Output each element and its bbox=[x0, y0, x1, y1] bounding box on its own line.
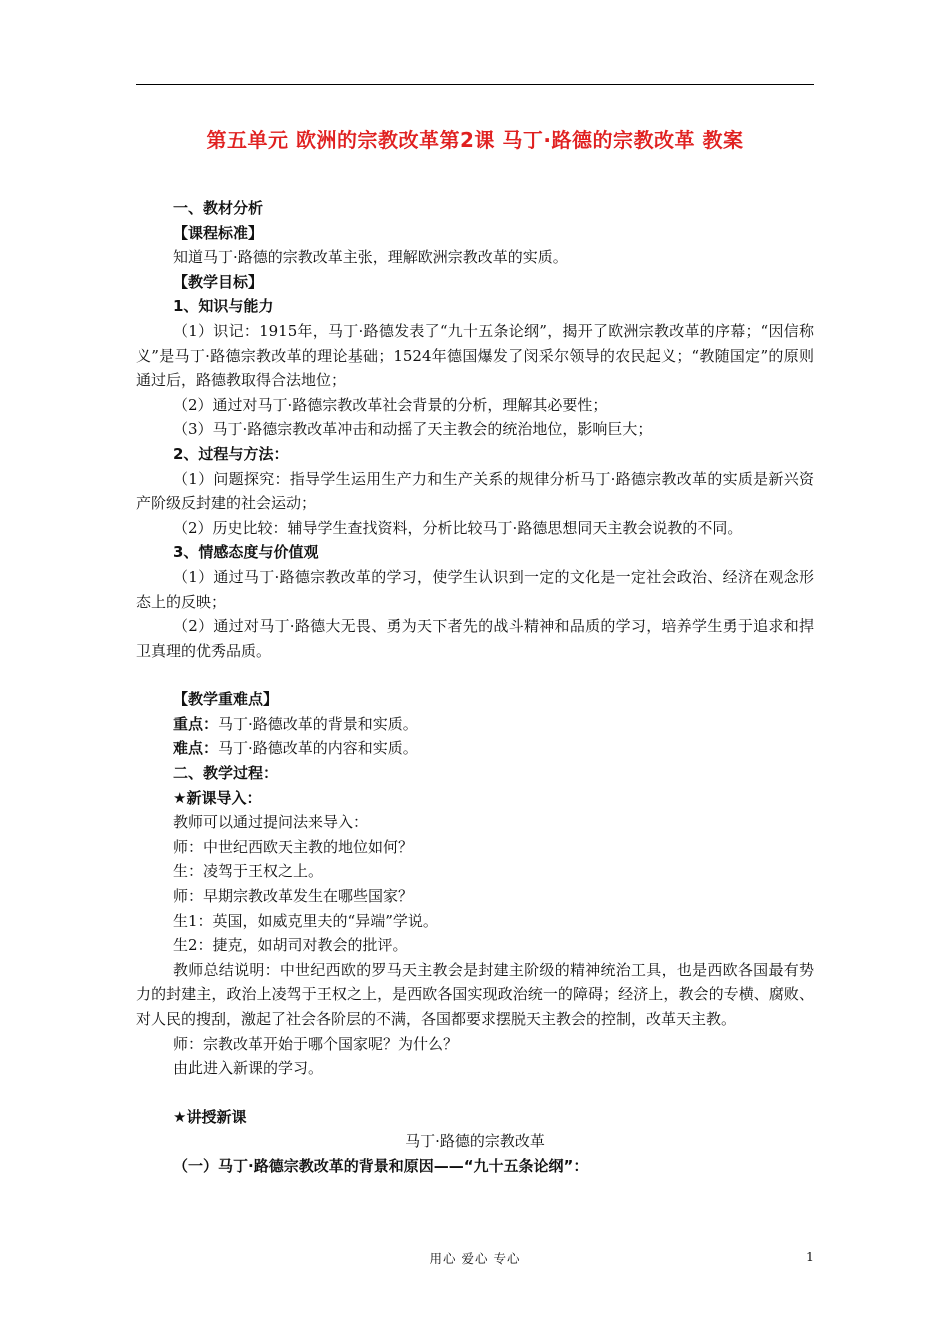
subheading: 【教学重难点】 bbox=[173, 690, 279, 709]
document-title: 第五单元 欧洲的宗教改革第2课 马丁·路德的宗教改革 教案 bbox=[206, 128, 744, 152]
section-heading: 二、教学过程： bbox=[173, 764, 279, 783]
paragraph: 由此进入新课的学习。 bbox=[173, 1059, 324, 1078]
document-body bbox=[136, 196, 814, 1179]
subheading: 2、过程与方法： bbox=[173, 444, 289, 463]
footer-motto: 用心 爱心 专心 bbox=[429, 1251, 521, 1266]
subheading: 1、知识与能力 bbox=[173, 297, 274, 316]
key-point-text: 马丁·路德改革的背景和实质。 bbox=[218, 714, 418, 733]
header-rule bbox=[136, 84, 814, 85]
dialogue-line: 生：凌驾于王权之上。 bbox=[173, 862, 324, 881]
subheading: 【教学目标】 bbox=[173, 272, 264, 291]
subheading: ★新课导入： bbox=[173, 788, 262, 807]
difficulty-text: 马丁·路德改革的内容和实质。 bbox=[218, 739, 418, 758]
paragraph bbox=[136, 712, 814, 737]
dialogue-line: 师：中世纪西欧天主教的地位如何？ bbox=[173, 837, 414, 856]
paragraph: （1）通过马丁·路德宗教改革的学习，使学生认识到一定的文化是一定社会政治、经济在观念形态上的反映； bbox=[136, 567, 814, 611]
subheading: （一）马丁·路德宗教改革的背景和原因——“九十五条论纲”： bbox=[173, 1156, 589, 1175]
paragraph: 教师可以通过提问法来导入： bbox=[173, 813, 369, 832]
subheading: 【课程标准】 bbox=[173, 223, 264, 242]
page-number: 1 bbox=[806, 1249, 814, 1264]
subheading: 3、情感态度与价值观 bbox=[173, 543, 319, 562]
dialogue-line: 生2：捷克，如胡司对教会的批评。 bbox=[173, 936, 408, 955]
paragraph: （2）历史比较：辅导学生查找资料，分析比较马丁·路德思想同天主教会说教的不同。 bbox=[173, 518, 743, 537]
dialogue-line: 生1：英国，如威克里夫的“异端”学说。 bbox=[173, 911, 438, 930]
paragraph: 教师总结说明：中世纪西欧的罗马天主教会是封建主阶级的精神统治工具，也是西欧各国最有势力的封建主，政治上凌驾于王权之上，是西欧各国实现政治统一的障碍；经济上，教会的专横、腐败、对人民的搜刮，激起了社会各阶层的不满，各国都要求摆脱天主教会的控制，改革天主教。 bbox=[136, 960, 814, 1028]
key-point-label: 重点： bbox=[173, 714, 219, 733]
subheading: ★讲授新课 bbox=[173, 1107, 247, 1126]
dialogue-line: 师：早期宗教改革发生在哪些国家？ bbox=[173, 887, 414, 906]
paragraph: （1）问题探究：指导学生运用生产力和生产关系的规律分析马丁·路德宗教改革的实质是新兴资产阶级反封建的社会运动； bbox=[136, 469, 814, 513]
section-heading: 一、教材分析 bbox=[173, 199, 264, 217]
paragraph: 知道马丁·路德的宗教改革主张，理解欧洲宗教改革的实质。 bbox=[173, 248, 568, 267]
paragraph: （2）通过对马丁·路德大无畏、勇为天下者先的战斗精神和品质的学习，培养学生勇于追求和捍卫真理的优秀品质。 bbox=[136, 617, 814, 660]
paragraph: （1）识记：1915年，马丁·路德发表了“九十五条论纲”，揭开了欧洲宗教改革的序幕；“因信称义”是马丁·路德宗教改革的理论基础；1524年德国爆发了闵采尔领导的农民起义；“教随国定”的原则通过后，路德教取得合法地位； bbox=[136, 321, 814, 390]
paragraph bbox=[136, 736, 814, 761]
paragraph: （2）通过对马丁·路德宗教改革社会背景的分析，理解其必要性； bbox=[173, 395, 608, 414]
lesson-title: 马丁·路德的宗教改革 bbox=[405, 1132, 545, 1151]
paragraph: （3）马丁·路德宗教改革冲击和动摇了天主教会的统治地位，影响巨大； bbox=[173, 420, 653, 439]
difficulty-label: 难点： bbox=[173, 739, 219, 758]
dialogue-line: 师：宗教改革开始于哪个国家呢？为什么？ bbox=[173, 1034, 459, 1053]
